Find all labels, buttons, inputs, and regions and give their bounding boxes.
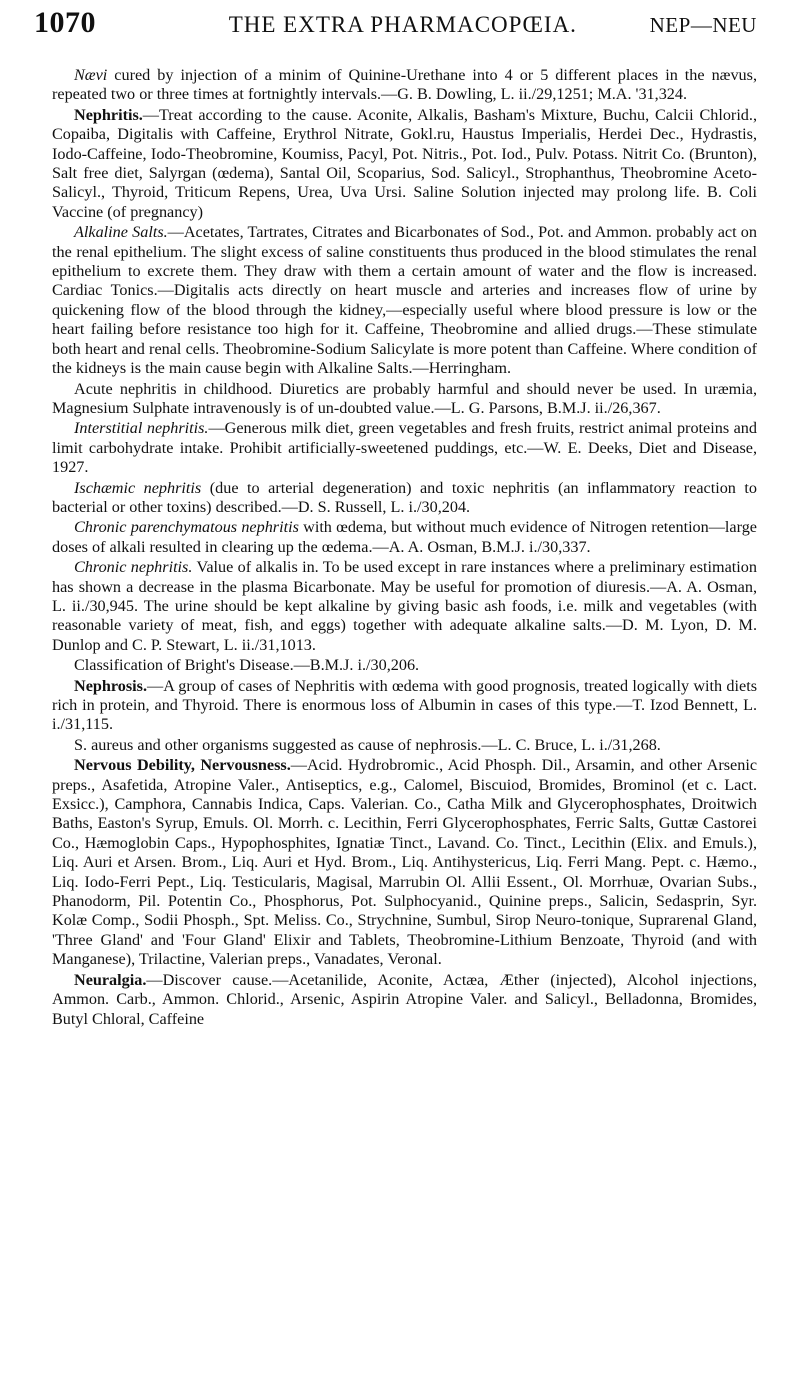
entry-ischaemic-nephritis <box>52 479 757 518</box>
entries-column <box>52 66 757 1029</box>
entry-lead: Ischæmic nephritis <box>74 478 202 497</box>
entry-lead: Alkaline Salts. <box>74 223 168 242</box>
entry-nephrosis <box>52 677 757 735</box>
entry-text: —Discover cause.—Acetanilide, Aconite, Actæa, Æther (injected), Alcohol injections, Ammon. Carb., Ammon. Chlorid., Arsenic, Aspirin Atropine Valer. and Salicyl., Belladonna, Bromides, Butyl Chloral, Caffeine <box>52 970 757 1028</box>
entry-lead: Nævi <box>74 66 108 84</box>
entry-nervous-debility <box>52 756 757 969</box>
page-header <box>34 0 757 60</box>
entry-lead: Nephrosis. <box>74 676 148 695</box>
entry-naevi <box>52 66 757 105</box>
running-title: THE EXTRA PHARMACOPŒIA. <box>228 12 577 37</box>
entry-text: —Acetates, Tartrates, Citrates and Bicarbonates of Sod., Pot. and Ammon. probably act on the renal epithelium. The slight excess of saline constituents thus produced in the blood stimulates the renal epithelium to excrete them. They draw with them a certain amount of water and the flow is increased. Cardiac Tonics.—Digitalis acts directly on heart muscle and arteries and increases flow of urine by quickening flow of the blood through the kidney,—especially useful where blood pressure is low or the heart failing before resistance too high for it. Caffeine, Theobromine and allied drugs.—These stimulate both heart and renal cells. Theobromine-Sodium Salicylate is more potent than Caffeine. Where condition of the kidneys is the main cause begin with Alkaline Salts.—Herringham. <box>52 223 757 378</box>
entry-text: Classification of Bright's Disease.—B.M.J. i./30,206. <box>74 656 420 675</box>
entry-text: S. aureus and other organisms suggested as cause of nephrosis.—L. C. Bruce, L. i./31,268. <box>74 735 661 754</box>
entry-nephritis <box>52 106 757 222</box>
entry-brights-classification <box>52 656 757 675</box>
running-range: NEP—NEU <box>649 13 757 37</box>
entry-text: Acute nephritis in childhood. Diuretics are probably harmful and should never be used. In uræmia, Magnesium Sulphate intravenously is of un-doubted value.—L. G. Parsons, B.M.J. ii./26,367. <box>52 379 757 417</box>
entry-lead: Nephritis. <box>74 105 143 124</box>
entry-lead: Neuralgia. <box>74 970 147 989</box>
entry-lead: Interstitial nephritis. <box>74 419 209 438</box>
entry-lead: Nervous Debility, Nervousness. <box>74 756 291 775</box>
page-number: 1070 <box>34 6 96 39</box>
entry-chronic-nephritis <box>52 558 757 655</box>
entry-text: Value of alkalis in. To be used except in rare instances where a preliminary estimation has shown a decrease in the plasma Bicarbonate. May be useful for promotion of diuresis.—A. A. Osman, L. ii./30,945. The urine should be kept alkaline by giving basic ash foods, i.e. milk and vegetables (with reasonable variety of meat, fish, and eggs) together with adequate alkaline salts.—D. M. Lyon, D. M. Dunlop and C. P. Stewart, L. ii./31,1013. <box>52 558 757 654</box>
entry-text: —Generous milk diet, green vegetables and fresh fruits, restrict animal proteins and limit carbohydrate intake. Prohibit artificially-sweetened puddings, etc.—W. E. Deeks, Diet and Disease, 1927. <box>52 419 757 477</box>
entry-alkaline-salts <box>52 223 757 378</box>
entry-chronic-parenchymatous-nephritis <box>52 518 757 557</box>
entry-text: —Acid. Hydrobromic., Acid Phosph. Dil., Arsamin, and other Arsenic preps., Asafetida, Atropine Valer., Antiseptics, e.g., Calomel, Biscuiod, Bromides, Brominol (et c. Lact. Exsicc.), Camphora, Cannabis Indica, Caps. Valerian. Co., Catha Milk and Glycerophosphates, Droitwich Baths, Easton's Syrup, Emuls. Ol. Morrh. c. Lecithin, Ferri Glycerophosphates, Ferric Salts, Guttæ Castorei Co., Hæmoglobin Caps., Hypophosphites, Ignatiæ Tinct., Lavand. Co. Tinct., Lecithin (Elix. and Emuls.), Liq. Auri et Arsen. Brom., Liq. Auri et Hyd. Brom., Liq. Antihystericus, Liq. Ferri Mang. Pept. c. Hæmo., Liq. Iodo-Ferri Pept., Liq. Testicularis, Magisal, Marrubin Ol. Allii Essent., Ol. Morrhuæ, Ovarian Subs., Phanodorm, Pil. Potentin Co., Phosphorus, Pot. Sulphocyanid., Quinine preps., Salicin, Sedasprin, Syr. Kolæ Comp., Sodii Phosph., Spt. Meliss. Co., Strychnine, Sumbul, Sirop Neuro-tonique, Suprarenal Gland, 'Three Gland' and 'Four Gland' Elixir and Tablets, Theobromine-Lithium Benzoate, Thyroid (and with Manganese), Trilactine, Valerian preps., Vanadates, Veronal. <box>52 756 757 969</box>
entry-text: —Treat according to the cause. Aconite, Alkalis, Basham's Mixture, Buchu, Calcii Chlorid., Copaiba, Digitalis with Caffeine, Erythrol Nitrate, Gokl.ru, Haustus Imperialis, Herdei Dec., Hydrastis, Iodo-Caffeine, Iodo-Theobromine, Koumiss, Pacyl, Pot. Nitris., Pot. Iod., Pulv. Potass. Nitrit Co. (Brunton), Salt free diet, Salyrgan (œdema), Santal Oil, Scoparius, Sod. Salicyl., Strophanthus, Theobromine Aceto-Salicyl., Thyroid, Triticum Repens, Urea, Uva Ursi. Saline Solution injected may prolong life. B. Coli Vaccine (of pregnancy) <box>52 105 757 221</box>
entry-text: —A group of cases of Nephritis with œdema with good prognosis, treated logically with diets rich in protein, and Thyroid. There is enormous loss of Albumin in cases of this type.—T. Izod Bennett, L. i./31,115. <box>52 676 757 734</box>
entry-text: with œdema, but without much evidence of Nitrogen retention—large doses of alkali resulted in clearing up the œdema.—A. A. Osman, B.M.J. i./30,337. <box>52 518 757 556</box>
entry-text: (due to arterial degeneration) and toxic nephritis (an inflammatory reaction to bacterial or other toxins) described.—D. S. Russell, L. i./30,204. <box>52 478 757 516</box>
entry-neuralgia <box>52 971 757 1029</box>
entry-lead: Chronic nephritis. <box>74 558 193 577</box>
entry-acute-nephritis-childhood <box>52 380 757 419</box>
entry-text: cured by injection of a minim of Quinine-Urethane into 4 or 5 different places in the nævus, repeated two or three times at fortnightly intervals.—G. B. Dowling, L. ii./29,1251; M.A. '31,324. <box>52 66 757 104</box>
entry-nephrosis-aureus <box>52 736 757 755</box>
entry-lead: Chronic parenchymatous nephritis <box>74 518 299 537</box>
entry-interstitial-nephritis <box>52 419 757 477</box>
